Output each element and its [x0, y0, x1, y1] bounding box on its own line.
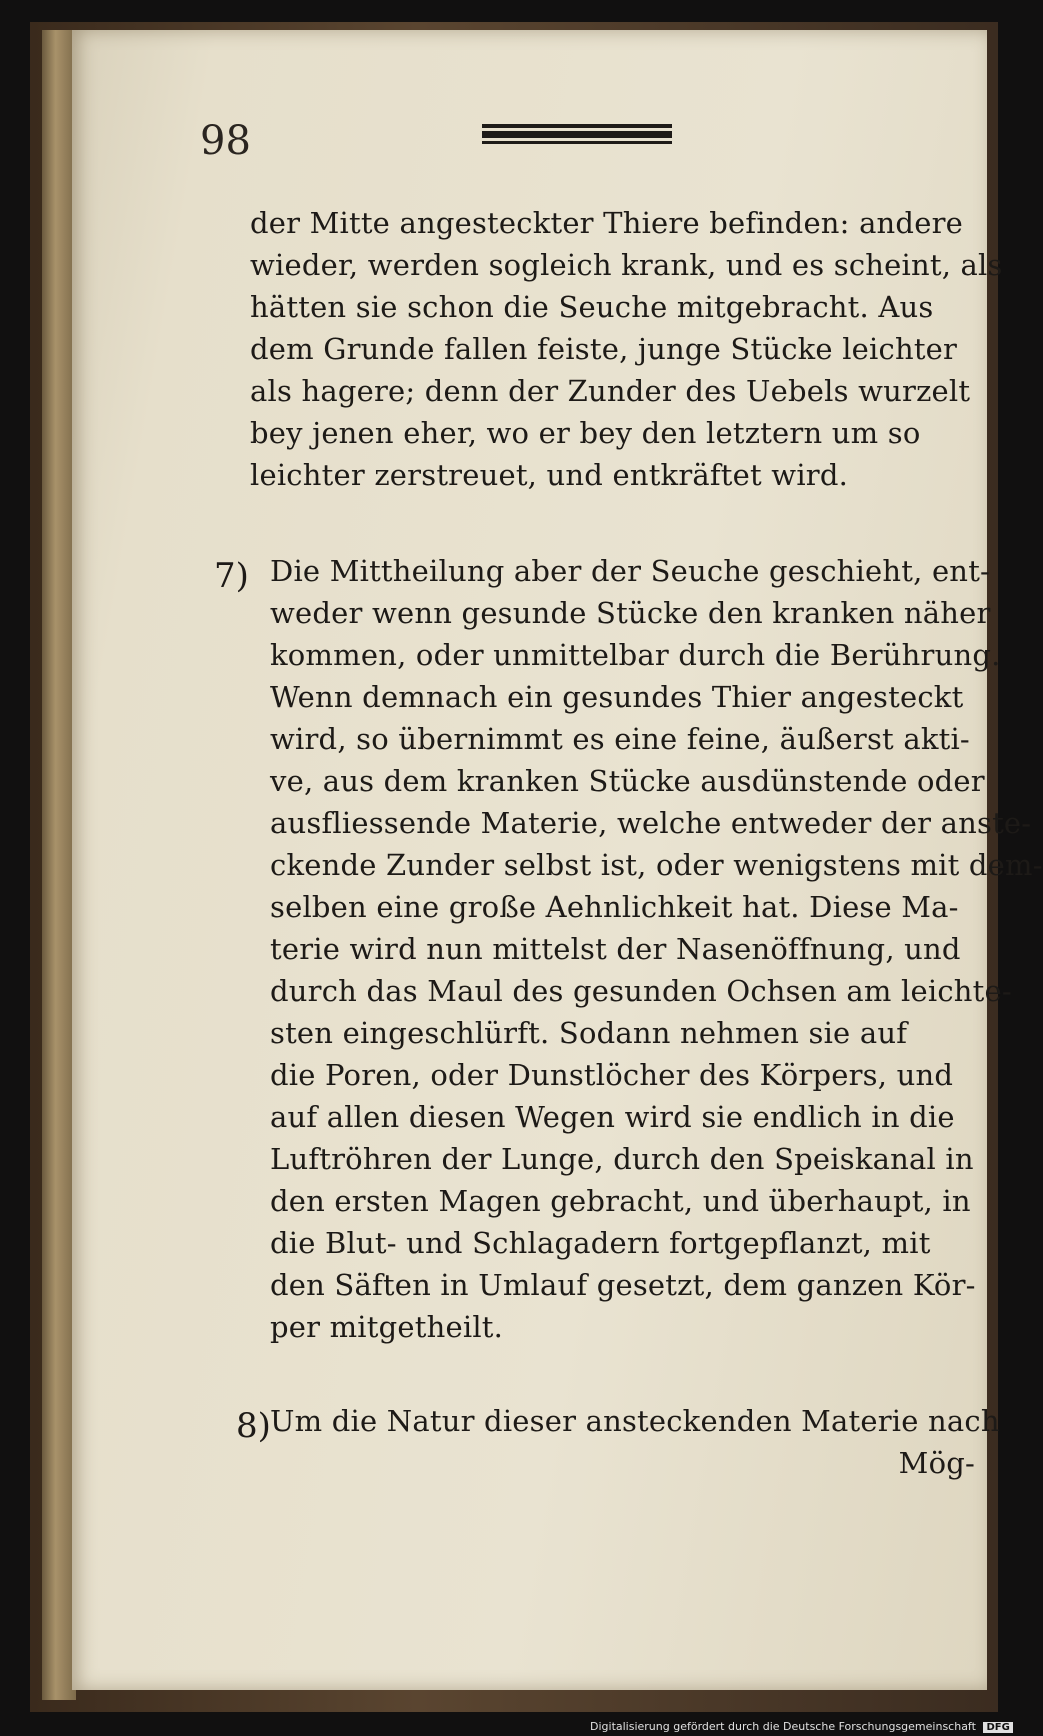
text-line: weder wenn gesunde Stücke den kranken näher [270, 596, 991, 630]
text-line: hätten sie schon die Seuche mitgebracht. Aus [250, 290, 934, 324]
text-line: wird, so übernimmt es eine feine, äußerst akti- [270, 722, 970, 756]
text-line: terie wird nun mittelst der Nasenöffnung, und [270, 932, 961, 966]
text-line: bey jenen eher, wo er bey den letztern um so [250, 416, 921, 450]
page-number: 98 [200, 118, 251, 164]
catchword: Mög- [898, 1446, 975, 1480]
text-line: den Säften in Umlauf gesetzt, dem ganzen Kör- [270, 1268, 976, 1302]
paragraph-7 [270, 550, 1043, 1348]
header-ornament-rule [482, 124, 672, 146]
paragraph-number-8: 8) [236, 1406, 271, 1446]
text-line: ausfliessende Materie, welche entweder der anste- [270, 806, 1032, 840]
page-stack-edge [42, 30, 76, 1700]
text-line: Um die Natur dieser ansteckenden Materie nach [270, 1404, 1000, 1438]
text-line: Luftröhren der Lunge, durch den Speiskanal in [270, 1142, 974, 1176]
text-line: ckende Zunder selbst ist, oder wenigstens mit dem- [270, 848, 1043, 882]
text-line: die Blut- und Schlagadern fortgepflanzt, mit [270, 1226, 931, 1260]
text-line: als hagere; denn der Zunder des Uebels wurzelt [250, 374, 971, 408]
text-line: dem Grunde fallen feiste, junge Stücke leichter [250, 332, 958, 366]
digitization-credit [590, 1720, 1013, 1733]
text-line: durch das Maul des gesunden Ochsen am leichte- [270, 974, 1012, 1008]
text-line: den ersten Magen gebracht, und überhaupt, in [270, 1184, 971, 1218]
text-line: der Mitte angesteckter Thiere befinden: andere [250, 206, 963, 240]
text-line: per mitgetheilt. [270, 1310, 504, 1344]
text-line: Wenn demnach ein gesundes Thier angesteckt [270, 680, 964, 714]
text-line: selben eine große Aehnlichkeit hat. Diese Ma- [270, 890, 959, 924]
text-line: auf allen diesen Wegen wird sie endlich in die [270, 1100, 955, 1134]
text-line: ve, aus dem kranken Stücke ausdünstende oder [270, 764, 985, 798]
paragraph-continuation [250, 202, 1003, 496]
text-line: leichter zerstreuet, und entkräftet wird. [250, 458, 849, 492]
paragraph-8 [270, 1400, 1000, 1484]
dfg-logo: DFG [983, 1722, 1012, 1733]
paragraph-number-7: 7) [214, 556, 249, 596]
text-line: wieder, werden sogleich krank, und es scheint, als [250, 248, 1003, 282]
text-line: die Poren, oder Dunstlöcher des Körpers, und [270, 1058, 954, 1092]
text-line: sten eingeschlürft. Sodann nehmen sie auf [270, 1016, 908, 1050]
text-line: kommen, oder unmittelbar durch die Berührung. [270, 638, 1001, 672]
credit-text: Digitalisierung gefördert durch die Deutsche Forschungsgemeinschaft [590, 1720, 976, 1733]
text-line: Die Mittheilung aber der Seuche geschieht, ent- [270, 554, 991, 588]
